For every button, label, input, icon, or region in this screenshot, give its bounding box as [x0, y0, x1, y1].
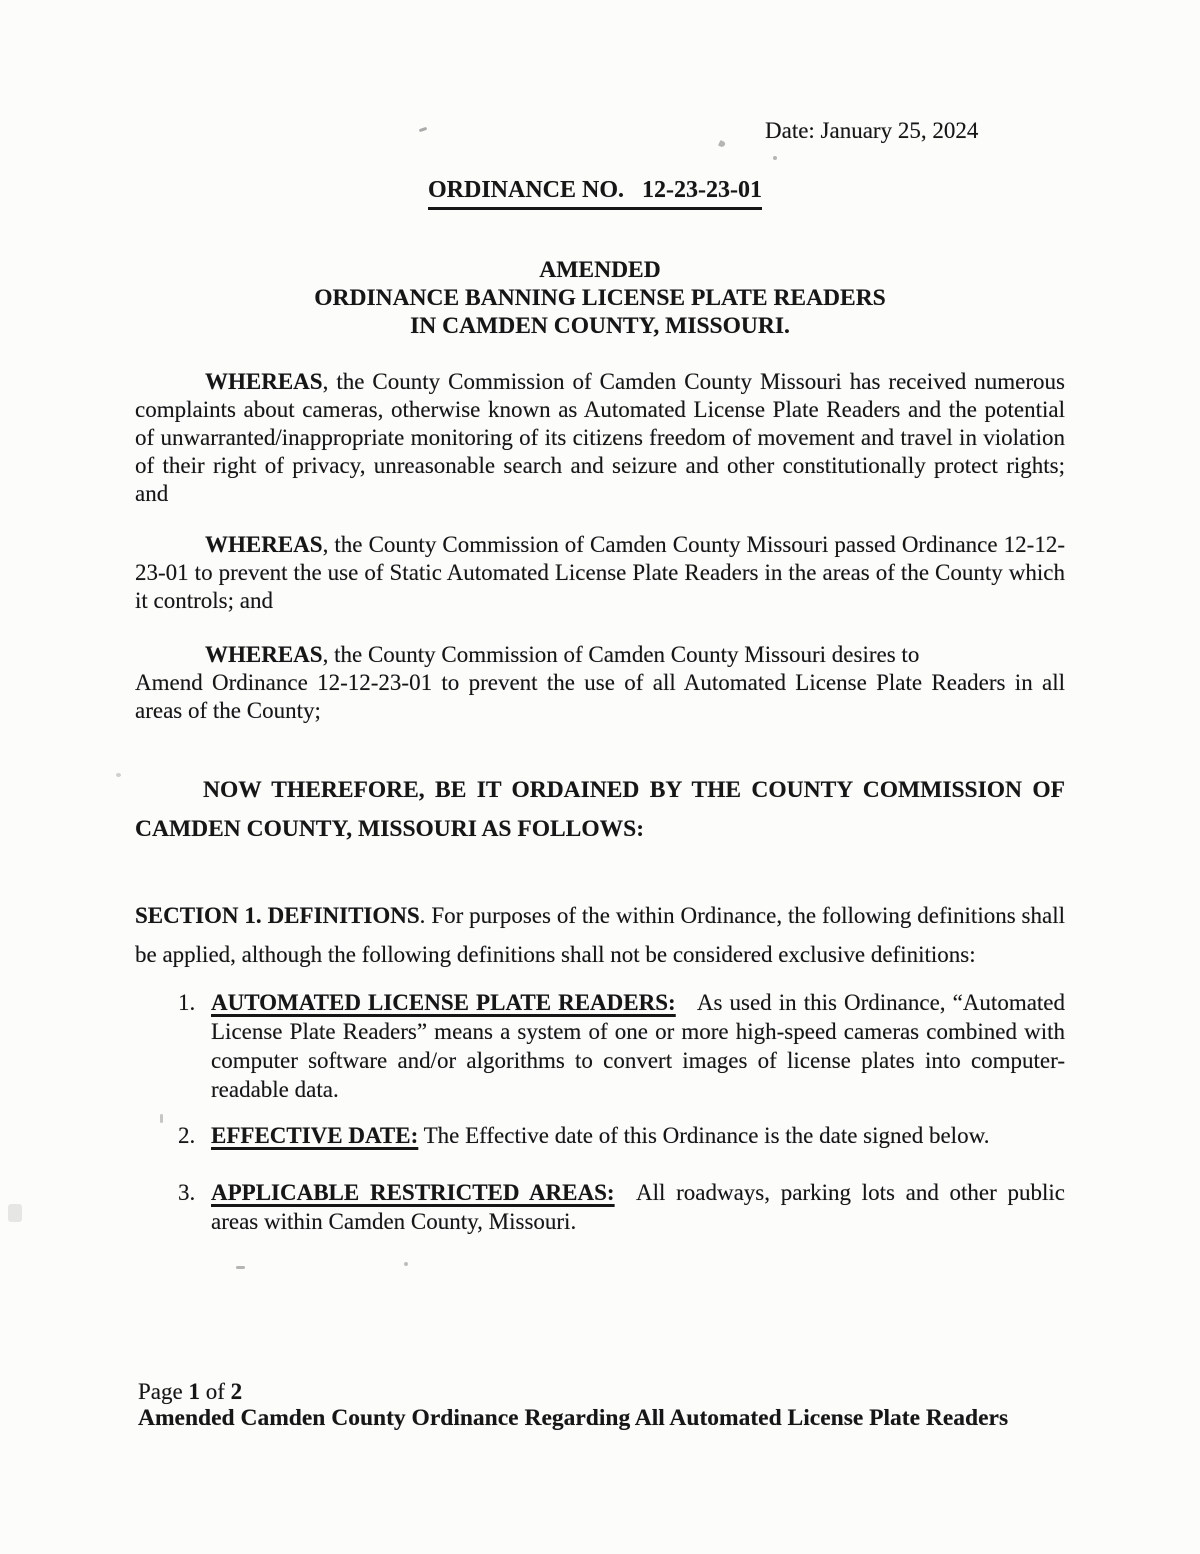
scan-artifact: [773, 156, 777, 160]
whereas-lead: WHEREAS: [205, 642, 323, 667]
footer-page-total: 2: [230, 1379, 243, 1404]
page-footer: [138, 1378, 1008, 1432]
title-line-1: AMENDED: [539, 257, 661, 283]
definition-text: As used in this Ordinance, “Automated License Plate Readers” means a system of one or more high-speed cameras combined with computer software and/or algorithms to convert images of license plates into computer-readable data.: [211, 990, 1066, 1102]
scan-artifact: [116, 773, 121, 777]
definition-text: The Effective date of this Ordinance is the date signed below.: [418, 1123, 990, 1148]
definition-item-2: [178, 1121, 1065, 1150]
ordinance-number-row: [135, 175, 1065, 210]
definition-term: APPLICABLE RESTRICTED AREAS:: [211, 1180, 615, 1205]
definition-term: EFFECTIVE DATE:: [211, 1123, 419, 1148]
definition-body: [211, 1121, 1065, 1150]
definition-number: 3.: [178, 1180, 196, 1205]
whereas-text-rest: Amend Ordinance 12-12-23-01 to prevent the use of all Automated License Plate Readers in all areas of the County;: [135, 670, 1065, 723]
whereas-text: , the County Commission of Camden County Missouri has received numerous complaints about cameras, otherwise known as Automated License Plate Readers and the potential of unwarranted/inappropriate monitoring of its citizens freedom of movement and travel in violation of their right of privacy, unreasonable search and seizure and other constitutionally protect rights; and: [135, 369, 1065, 506]
ordinance-number: ORDINANCE NO. 12-23-23-01: [428, 175, 762, 210]
definition-text: All roadways, parking lots and other public areas within Camden County, Missouri.: [211, 1180, 1065, 1234]
document-title: [135, 256, 1065, 340]
ordained-clause: [135, 776, 1065, 843]
scan-artifact: [160, 1114, 163, 1123]
ordained-line-2: CAMDEN COUNTY, MISSOURI AS FOLLOWS:: [135, 816, 645, 842]
footer-page-number: [138, 1378, 1008, 1405]
footer-page-of: of: [199, 1379, 231, 1404]
scan-artifact: [404, 1262, 408, 1266]
section-heading: SECTION 1. DEFINITIONS: [135, 903, 420, 928]
definitions-list: [178, 988, 1065, 1236]
whereas-lead: WHEREAS: [205, 369, 323, 394]
whereas-paragraph-1: [135, 368, 1065, 508]
definition-term: AUTOMATED LICENSE PLATE READERS:: [211, 990, 676, 1015]
definition-item-1: [178, 988, 1065, 1104]
ordained-line-1: NOW THEREFORE, BE IT ORDAINED BY THE COUNTY COMMISSION OF: [203, 777, 1065, 803]
definition-number: 1.: [178, 990, 196, 1015]
footer-page-current: 1: [188, 1379, 200, 1404]
scan-artifact: [718, 140, 726, 148]
whereas-paragraph-3: [135, 641, 1065, 725]
whereas-lead: WHEREAS: [205, 532, 323, 557]
footer-page-word: Page: [138, 1379, 189, 1404]
definition-number: 2.: [178, 1123, 196, 1148]
whereas-paragraph-2: [135, 531, 1065, 615]
footer-doc-title: Amended Camden County Ordinance Regarding All Automated License Plate Readers: [138, 1405, 1009, 1431]
definition-body: [211, 988, 1065, 1104]
section-1-definitions: [135, 896, 1065, 974]
definition-body: [211, 1178, 1065, 1236]
scan-artifact: [236, 1266, 245, 1269]
scan-artifact: [8, 1204, 22, 1222]
whereas-text: , the County Commission of Camden County Missouri passed Ordinance 12-12-23-01 to prevent the use of Static Automated License Plate Readers in the areas of the County which it controls; and: [135, 532, 1065, 613]
date-line: Date: January 25, 2024: [765, 118, 979, 143]
title-line-3: IN CAMDEN COUNTY, MISSOURI.: [410, 313, 790, 339]
definition-item-3: [178, 1178, 1065, 1236]
title-line-2: ORDINANCE BANNING LICENSE PLATE READERS: [314, 285, 886, 311]
whereas-text-line1: , the County Commission of Camden County Missouri desires to: [322, 642, 920, 667]
section-text: . For purposes of the within Ordinance, the following definitions shall be applied, although the following definitions shall not be considered exclusive definitions:: [135, 903, 1065, 967]
